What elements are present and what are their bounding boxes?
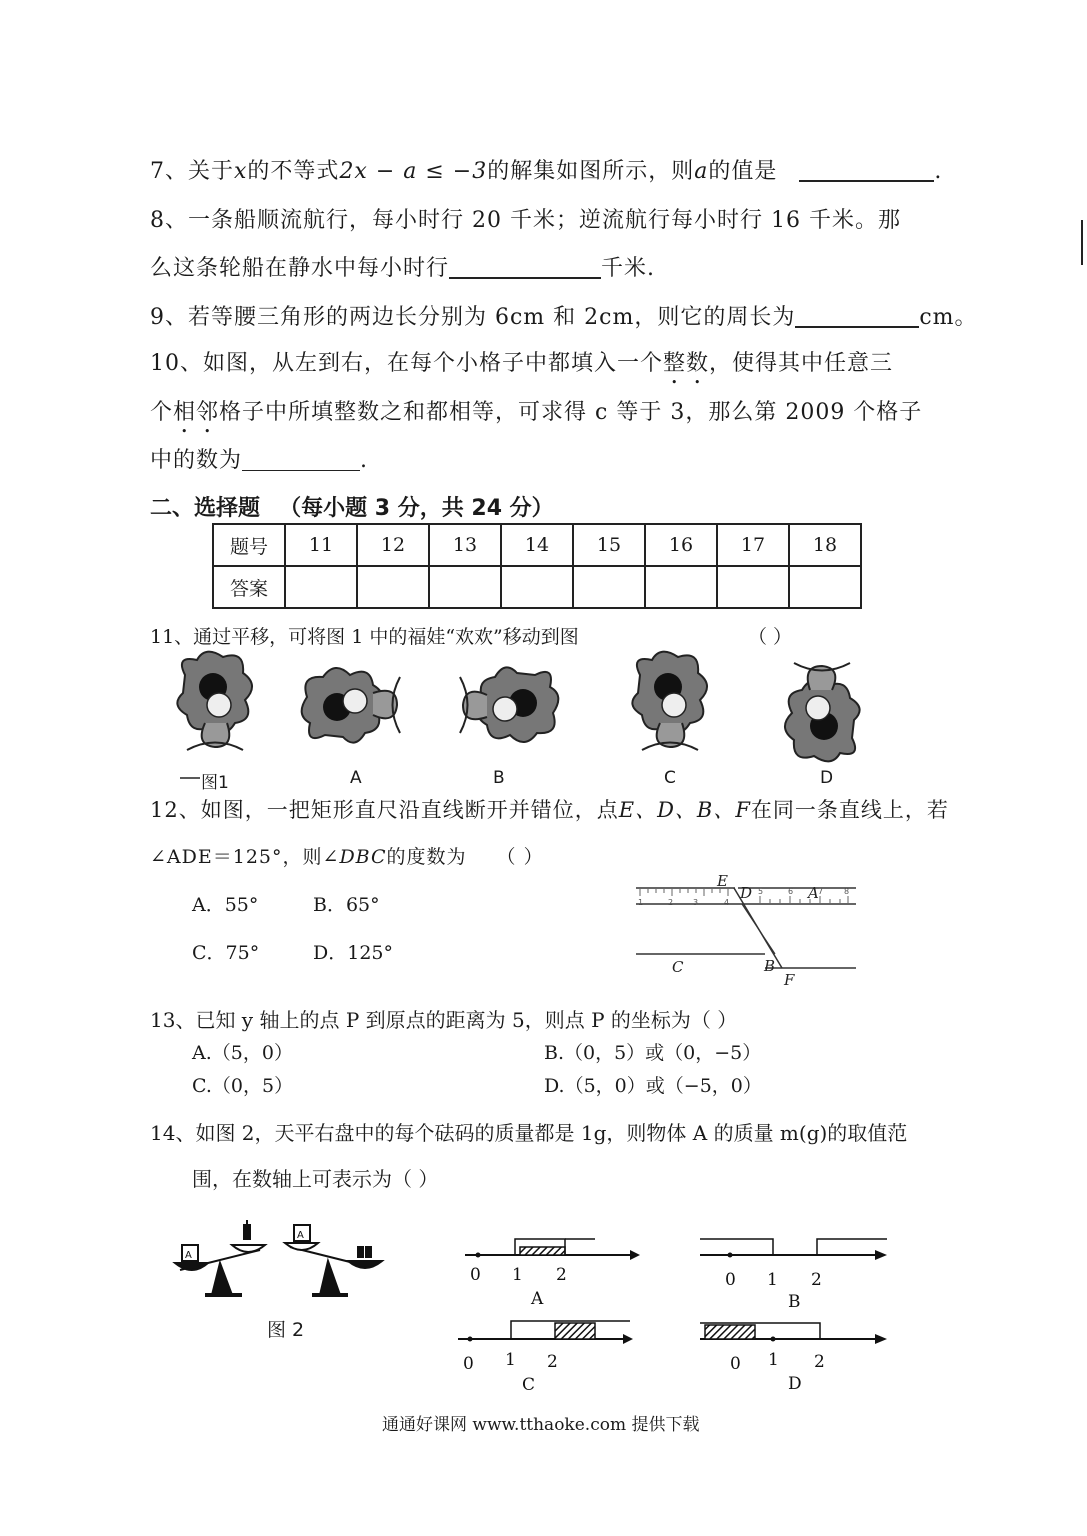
q8-answer-blank[interactable] xyxy=(449,255,601,279)
q12-paren: （ ） xyxy=(496,846,544,868)
q8-line2-post: 千米. xyxy=(601,256,656,281)
q11-text: 11、通过平移，可将图 1 中的福娃“欢欢”移动到图 xyxy=(150,626,579,648)
q11-fuwa-figures xyxy=(150,650,890,790)
q14-line2: 围，在数轴上可表示为（ ） xyxy=(192,1167,439,1191)
label-b: B xyxy=(764,957,776,975)
axis-a-tick-2: 2 xyxy=(556,1265,567,1285)
q8-line2-pre: 么这条轮船在静水中每小时行 xyxy=(150,256,450,281)
q10-answer-blank[interactable] xyxy=(242,448,360,471)
section2-note: （每小题 3 分，共 24 分） xyxy=(279,496,554,521)
q8-line2 xyxy=(150,251,655,282)
axis-d-tick-0: 0 xyxy=(730,1354,741,1374)
balance1-box-label: A xyxy=(185,1250,192,1261)
q14-number-lines xyxy=(455,1225,905,1400)
ruler-tick-label: 3 xyxy=(693,898,699,907)
option-b-number-line xyxy=(700,1239,887,1260)
q10-l2-pre: 个 xyxy=(150,400,174,425)
answer-cell[interactable] xyxy=(429,566,501,608)
ruler-tick-label: 8 xyxy=(844,887,850,896)
page-edge-mark xyxy=(1081,220,1086,265)
q14-fig-caption: 图 2 xyxy=(267,1319,305,1341)
q11-label-b: B xyxy=(493,768,505,788)
q10-l1-post: ，使得其中任意三 xyxy=(709,351,894,376)
answer-cell[interactable] xyxy=(645,566,717,608)
q14-line1: 14、如图 2，天平右盘中的每个砝码的质量都是 1g，则物体 A 的质量 m(g)的取值范 xyxy=(150,1121,908,1145)
q12-option-d: D．125° xyxy=(313,942,393,964)
answer-table-header-row xyxy=(213,524,861,566)
q12-line2 xyxy=(150,842,544,869)
q7-end: . xyxy=(934,159,943,184)
q12-line1-pre: 12、如图，一把矩形直尺沿直线断开并错位，点 xyxy=(150,798,619,822)
answer-table-number: 14 xyxy=(501,524,573,566)
balance2-box-label: A xyxy=(297,1230,304,1241)
q9-answer-blank[interactable] xyxy=(795,304,919,328)
q13-option-c: C.（0，5） xyxy=(192,1075,294,1097)
axis-c-tick-1: 1 xyxy=(505,1350,516,1370)
answer-table-number: 13 xyxy=(429,524,501,566)
q9-post: cm。 xyxy=(919,305,978,330)
q9-pre: 9、若等腰三角形的两边长分别为 6cm 和 2cm，则它的周长为 xyxy=(150,305,796,330)
answer-table-number: 15 xyxy=(573,524,645,566)
answer-table-number: 17 xyxy=(717,524,789,566)
q10-l3-post: . xyxy=(360,448,369,473)
axis-d-tick-1: 1 xyxy=(768,1350,779,1370)
q13-option-d: D.（5，0）或（−5，0） xyxy=(544,1075,762,1097)
q12-option-b: B．65° xyxy=(313,894,380,916)
q10-emphasis-adjacent: 相邻 xyxy=(173,400,220,425)
answer-table-number: 18 xyxy=(789,524,861,566)
q12-line1 xyxy=(150,794,949,824)
label-e: E xyxy=(717,872,728,890)
q13-option-a: A.（5，0） xyxy=(192,1042,293,1064)
label-f: F xyxy=(784,971,795,989)
q7-var-x: x xyxy=(234,159,248,184)
q7-mid2: 的解集如图所示，则 xyxy=(487,159,695,184)
axis-b-tick-0: 0 xyxy=(725,1270,736,1290)
q10-l1-pre: 10、如图，从左到右，在每个小格子中都填入一个 xyxy=(150,351,663,376)
q12-ruler-figure xyxy=(630,872,870,992)
axis-d-label: D xyxy=(788,1374,802,1394)
answer-table-number: 12 xyxy=(357,524,429,566)
answer-table-number: 11 xyxy=(285,524,357,566)
q10-line3 xyxy=(150,443,368,474)
answer-table-answer-row xyxy=(213,566,861,608)
q13-option-b: B.（0，5）或（0，−5） xyxy=(544,1042,762,1064)
axis-b-tick-2: 2 xyxy=(811,1270,822,1290)
answer-cell[interactable] xyxy=(501,566,573,608)
q12-points: E、D、B、F xyxy=(618,798,751,822)
q9-line xyxy=(150,300,978,331)
footer-text: 通通好课网 www.tthaoke.com 提供下载 xyxy=(382,1415,700,1435)
q8-line1: 8、一条船顺流航行，每小时行 20 千米；逆流航行每小时行 16 千米。那 xyxy=(150,208,901,233)
label-a: A xyxy=(808,884,819,902)
q12-option-a: A．55° xyxy=(192,894,259,916)
q11-label-c: C xyxy=(664,768,676,788)
q7-prefix: 7、关于 xyxy=(150,159,234,184)
axis-b-tick-1: 1 xyxy=(767,1270,778,1290)
axis-a-tick-0: 0 xyxy=(470,1265,481,1285)
q12-line2-post: 的度数为 xyxy=(386,846,467,868)
axis-a-tick-1: 1 xyxy=(512,1265,523,1285)
q7-inequality: 2x − a ≤ −3 xyxy=(339,159,488,184)
option-d-number-line xyxy=(700,1323,887,1344)
answer-cell[interactable] xyxy=(357,566,429,608)
optionC-fuwa-image xyxy=(632,652,707,750)
q7-var-a: a xyxy=(694,159,709,184)
q12-option-c: C．75° xyxy=(192,942,260,964)
option-c-number-line xyxy=(458,1321,633,1344)
ruler-tick-label: 2 xyxy=(668,898,674,907)
q11-label-d: D xyxy=(820,768,834,788)
axis-c-label: C xyxy=(522,1375,536,1395)
q10-emphasis-integer: 整数 xyxy=(663,351,710,376)
q11-paren: （ ） xyxy=(748,626,793,648)
q7-mid1: 的不等式 xyxy=(247,159,340,184)
q7-answer-blank[interactable] xyxy=(799,158,934,182)
q11-label-fig1: 图1 xyxy=(201,773,229,793)
ruler-tick-label: 4 xyxy=(724,898,730,907)
q12-angle-var: DBC xyxy=(339,846,387,868)
q10-l3-pre: 中的数为 xyxy=(150,448,243,473)
answer-cell[interactable] xyxy=(285,566,357,608)
q12-line1-post: 在同一条直线上，若 xyxy=(750,798,949,822)
optionB-fuwa-image xyxy=(460,667,558,742)
q7-suffix: 的值是 xyxy=(708,159,778,184)
ruler-tick-label: 6 xyxy=(788,887,794,896)
ruler-tick-label: 7 xyxy=(818,887,824,896)
answer-table-row2-label: 答案 xyxy=(213,566,285,608)
option-a-number-line xyxy=(465,1239,640,1260)
axis-a-label: A xyxy=(531,1289,544,1309)
ruler-tick-label: 1 xyxy=(638,898,644,907)
section2-title: 二、选择题 xyxy=(150,496,261,521)
optionD-fuwa-image xyxy=(785,663,860,761)
answer-table-number: 16 xyxy=(645,524,717,566)
q7-line xyxy=(150,154,942,185)
q13-text: 13、已知 y 轴上的点 P 到原点的距离为 5，则点 P 的坐标为（ ） xyxy=(150,1008,738,1032)
section2-heading xyxy=(150,491,554,522)
answer-cell[interactable] xyxy=(717,566,789,608)
axis-c-tick-0: 0 xyxy=(463,1354,474,1374)
answer-cell[interactable] xyxy=(573,566,645,608)
q10-l2-post: 格子中所填整数之和都相等，可求得 c 等于 3，那么第 2009 个格子 xyxy=(219,400,923,425)
q12-line2-text: ∠ADE＝125°，则∠ xyxy=(150,846,340,868)
ruler-tick-label: 5 xyxy=(758,887,764,896)
q10-line2 xyxy=(150,395,922,438)
answer-table-row1-label: 题号 xyxy=(213,524,285,566)
q11-label-a: A xyxy=(350,768,362,788)
fig1-fuwa-image xyxy=(177,652,252,750)
axis-d-tick-2: 2 xyxy=(814,1352,825,1372)
answer-cell[interactable] xyxy=(789,566,861,608)
answer-table xyxy=(212,523,862,609)
label-d: D xyxy=(740,884,753,902)
q10-line1 xyxy=(150,346,893,389)
axis-c-tick-2: 2 xyxy=(547,1352,558,1372)
q14-balance-figure xyxy=(170,1215,400,1310)
axis-b-label: B xyxy=(788,1292,801,1312)
label-c: C xyxy=(672,958,684,976)
optionA-fuwa-image xyxy=(302,668,400,743)
